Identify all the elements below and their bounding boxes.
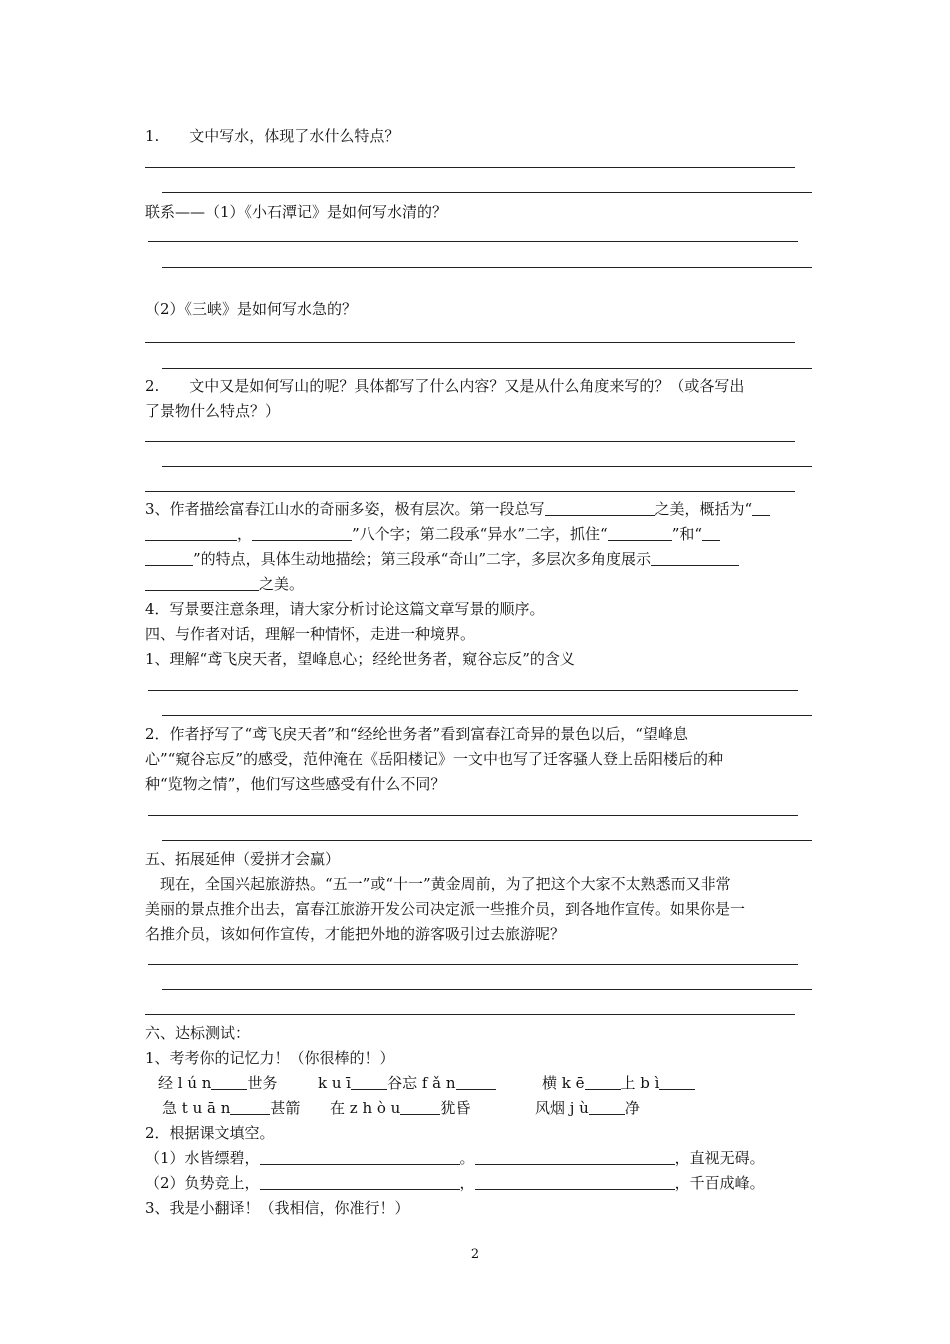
section-4-question-2-line-1: 2．作者抒写了“鸢飞戾天者”和“经纶世务者”看到富春江奇异的景色以后，“望峰息 — [145, 725, 688, 743]
fill-blank[interactable] — [260, 1174, 460, 1190]
link-question-1: 联系——（1）《小石潭记》是如何写水清的？ — [145, 203, 448, 221]
fill-blank[interactable] — [351, 1074, 387, 1090]
answer-line[interactable] — [162, 466, 812, 467]
fill-sentence-1: （1）水皆缥碧， 。 ，直视无碍。 — [145, 1149, 765, 1167]
pinyin-item: k u ī 谷忘 f ǎ n — [318, 1072, 496, 1094]
question-4: 4．写景要注意条理，请大家分析讨论这篇文章写景的顺序。 — [145, 600, 545, 618]
question-3-line-2: ， ”八个字；第二段承“异水”二字，抓住“ ”和“ — [145, 523, 720, 545]
answer-line[interactable] — [162, 840, 812, 841]
section-4-question-2-line-2: 心”“窥谷忘反”的感受，范仲淹在《岳阳楼记》一文中也写了迁客骚人登上岳阳楼后的种 — [145, 750, 724, 768]
answer-line[interactable] — [162, 368, 812, 369]
section-5-title: 五、拓展延伸（爱拼才会赢） — [145, 850, 341, 868]
pinyin-item: 在 z h ò u 犹昏 — [330, 1099, 471, 1117]
fill-blank[interactable] — [260, 1149, 460, 1165]
fill-blank[interactable] — [456, 1074, 496, 1090]
link-question-2: （2）《三峡》是如何写水急的？ — [145, 300, 358, 318]
fill-blank[interactable] — [252, 525, 352, 541]
fill-blank[interactable] — [608, 525, 672, 541]
fill-blank[interactable] — [659, 1074, 695, 1090]
answer-line[interactable] — [145, 441, 795, 442]
fill-blank[interactable] — [651, 550, 739, 566]
answer-line[interactable] — [145, 167, 795, 168]
section-6-question-2: 2．根据课文填空。 — [145, 1124, 275, 1142]
fill-sentence-2: （2）负势竞上， ， ，千百成峰。 — [145, 1174, 765, 1192]
fill-blank[interactable] — [475, 1149, 675, 1165]
section-4-question-1: 1、理解“鸢飞戾天者，望峰息心；经纶世务者，窥谷忘反”的含义 — [145, 650, 575, 668]
fill-blank[interactable] — [145, 525, 237, 541]
question-3-line-3: ”的特点，具体生动地描绘；第三段承“奇山”二字，多层次多角度展示 — [145, 548, 739, 570]
answer-line[interactable] — [148, 690, 798, 691]
answer-line[interactable] — [162, 715, 812, 716]
section-6-title: 六、达标测试： — [145, 1024, 251, 1042]
pinyin-item: 急 t u ā n 甚箭 — [162, 1099, 301, 1117]
question-3-line-4: 之美。 — [145, 573, 304, 595]
pinyin-item: 经 l ú n 世务 — [158, 1074, 278, 1092]
answer-line[interactable] — [148, 964, 798, 965]
question-2-line-2: 了景物什么特点？） — [145, 402, 281, 420]
answer-line[interactable] — [145, 491, 795, 492]
section-6-question-3: 3、我是小翻译！（我相信，你准行！） — [145, 1199, 410, 1217]
fill-blank[interactable] — [702, 525, 720, 541]
fill-blank[interactable] — [545, 500, 655, 516]
answer-line[interactable] — [148, 815, 798, 816]
fill-blank[interactable] — [400, 1099, 440, 1115]
section-5-text-line-3: 名推介员，该如何作宣传，才能把外地的游客吸引过去旅游呢？ — [145, 925, 566, 943]
answer-line[interactable] — [148, 241, 798, 242]
fill-blank[interactable] — [145, 550, 193, 566]
answer-line[interactable] — [162, 267, 812, 268]
answer-line[interactable] — [162, 989, 812, 990]
fill-blank[interactable] — [585, 1074, 621, 1090]
question-3-line-1: 3、作者描绘富春江山水的奇丽多姿，极有层次。第一段总写 之美，概括为“ — [145, 498, 770, 520]
question-1: 1. 文中写水，体现了水什么特点？ — [145, 127, 400, 145]
answer-line[interactable] — [145, 1014, 795, 1015]
pinyin-item: 横 k ē 上 b ì — [542, 1072, 695, 1094]
pinyin-item: 风烟 j ù 净 — [535, 1099, 640, 1117]
section-4-question-2-line-3: 种“览物之情”，他们写这些感受有什么不同？ — [145, 775, 446, 793]
answer-line[interactable] — [145, 342, 795, 343]
section-4-title: 四、与作者对话，理解一种情怀，走进一种境界。 — [145, 625, 476, 643]
fill-blank[interactable] — [211, 1074, 247, 1090]
section-5-text-line-1: 现在，全国兴起旅游热。“五一”或“十一”黄金周前，为了把这个大家不太熟悉而又非常 — [160, 875, 731, 893]
section-5-text-line-2: 美丽的景点推介出去，富春江旅游开发公司决定派一些推介员，到各地作宣传。如果你是一 — [145, 900, 746, 918]
page-number: 2 — [470, 1247, 480, 1262]
fill-blank[interactable] — [475, 1174, 675, 1190]
answer-line[interactable] — [162, 192, 812, 193]
fill-blank[interactable] — [589, 1099, 625, 1115]
fill-blank[interactable] — [230, 1099, 270, 1115]
fill-blank[interactable] — [752, 500, 770, 516]
fill-blank[interactable] — [145, 575, 259, 591]
section-6-question-1: 1、考考你的记忆力！（你很棒的！） — [145, 1049, 395, 1067]
question-2-line-1: 2. 文中又是如何写山的呢？具体都写了什么内容？又是从什么角度来写的？（或各写出 — [145, 377, 745, 395]
